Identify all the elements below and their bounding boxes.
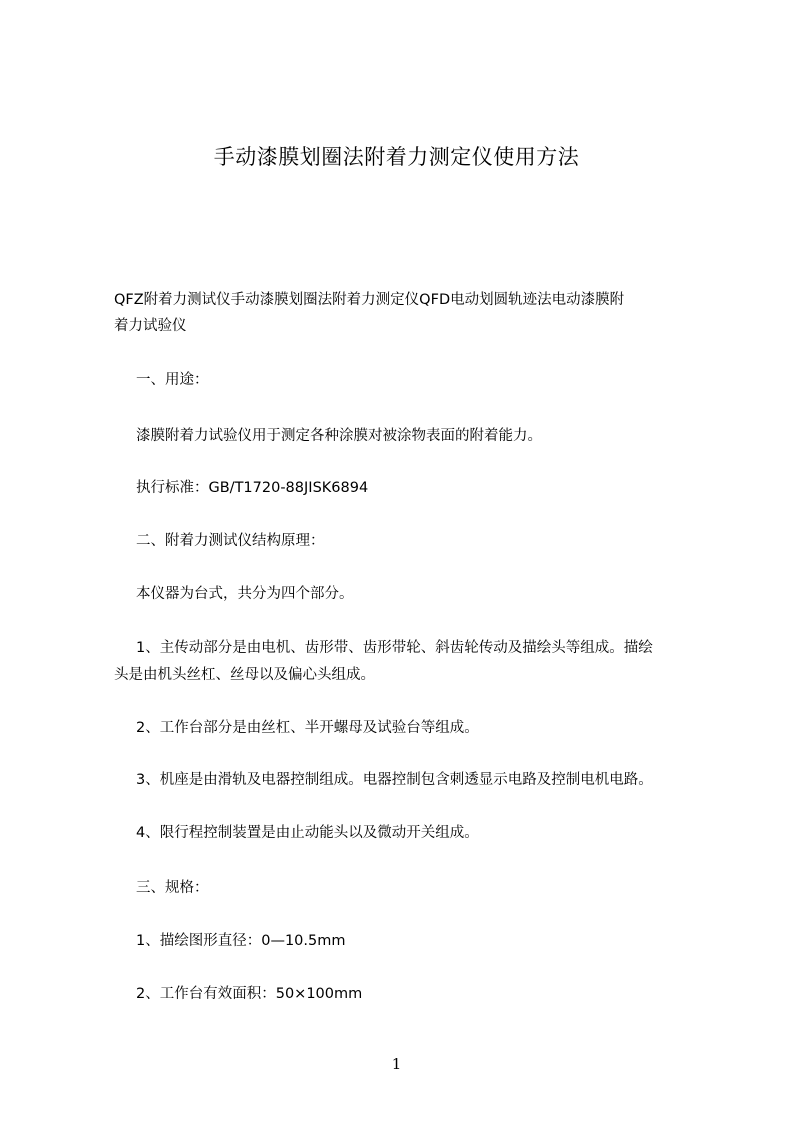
document-title: 手动漆膜划圈法附着力测定仪使用方法: [213, 145, 580, 169]
part-1-line-2: 头是由机头丝杠、丝母以及偏心头组成。: [114, 667, 375, 683]
section-1-text: 漆膜附着力试验仪用于测定各种涂膜对被涂物表面的附着能力。: [136, 428, 542, 444]
section-2-intro: 本仪器为台式，共分为四个部分。: [136, 586, 354, 602]
part-4-text: 4、限行程控制装置是由止动能头以及微动开关组成。: [136, 825, 479, 841]
page-number: 1: [391, 1055, 402, 1073]
standard-line: 执行标准：GB/T1720-88JISK6894: [136, 480, 369, 496]
spec-2-text: 2、工作台有效面积：50×100mm: [136, 986, 363, 1002]
part-3-text: 3、机座是由滑轨及电器控制组成。电器控制包含刺透显示电路及控制电机电路。: [136, 772, 653, 788]
part-2-text: 2、工作台部分是由丝杠、半开螺母及试验台等组成。: [136, 720, 479, 736]
spec-1-text: 1、描绘图形直径：0—10.5mm: [136, 933, 346, 949]
section-2-heading: 二、附着力测试仪结构原理：: [136, 533, 325, 549]
intro-paragraph-line-2: 着力试验仪: [114, 318, 187, 334]
section-3-heading: 三、规格：: [136, 880, 209, 896]
part-1-line-1: 1、主传动部分是由电机、齿形带、齿形带轮、斜齿轮传动及描绘头等组成。描绘: [136, 640, 653, 656]
intro-paragraph-line-1: QFZ附着力测试仪手动漆膜划圈法附着力测定仪QFD电动划圆轨迹法电动漆膜附: [114, 292, 625, 308]
section-1-heading: 一、用途：: [136, 372, 209, 388]
